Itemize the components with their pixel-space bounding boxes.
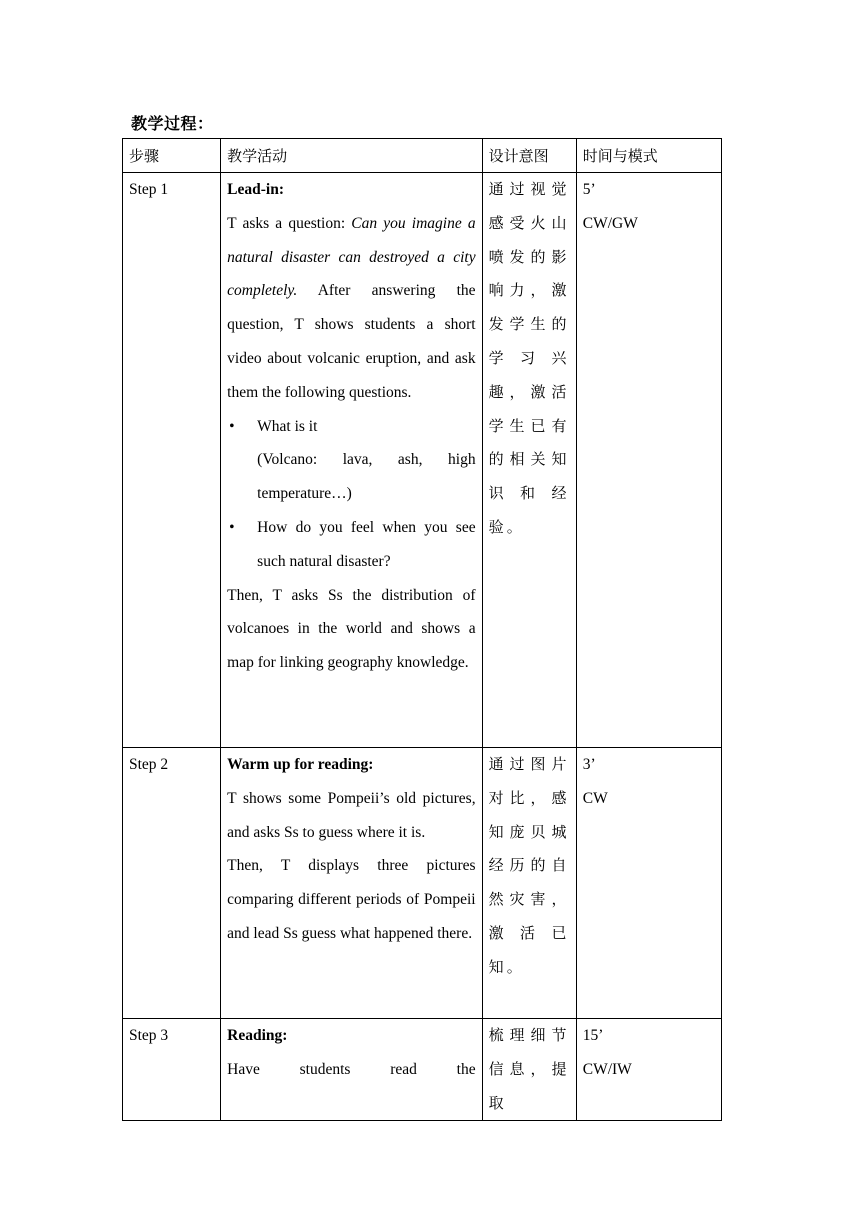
header-time-mode: 时间与模式: [576, 139, 721, 173]
time-value: 5’: [582, 181, 596, 198]
step-cell: [123, 748, 221, 1019]
activity-paragraph: T shows some Pompeii’s old pictures, and asks Ss to guess where it is.: [227, 789, 476, 841]
table-row: [123, 1019, 722, 1121]
intent-text: 通过视觉感受火山喷发的影响力，激发学生的学习兴趣，激活学生已有的相关知识和经验。: [488, 180, 570, 536]
step-cell: [123, 1019, 221, 1121]
table-row: [123, 173, 722, 748]
header-step: 步骤: [123, 139, 221, 173]
step-cell: [123, 173, 221, 748]
time-value: 3’: [582, 756, 596, 773]
bullet-text: What is it: [257, 417, 318, 435]
bullet-dot-icon: •: [229, 417, 235, 435]
activity-paragraph: Then, T displays three pictures comparing different periods of Pompeii and lead Ss guess what happened there.: [227, 857, 476, 942]
bullet-subtext: (Volcano: lava, ash, high temperature…): [257, 451, 476, 503]
step-label: Step 3: [129, 1027, 169, 1044]
activity-title: Warm up for reading:: [227, 756, 374, 773]
activity-title: Reading:: [227, 1027, 288, 1044]
intent-text: 梳理细节信息，提取: [488, 1026, 570, 1112]
intent-text: 通过图片对比，感知庞贝城经历的自然灾害，激活已知。: [488, 755, 570, 976]
activity-paragraph: Then, T asks Ss the distribution of volcanoes in the world and shows a map for linking geography knowledge.: [227, 586, 476, 672]
table-row: [123, 748, 722, 1019]
header-intent: 设计意图: [482, 139, 576, 173]
mode-value: CW/GW: [582, 214, 638, 232]
time-mode-cell: [576, 748, 721, 1019]
intent-cell: [482, 1019, 576, 1121]
teaching-process-table: [122, 138, 722, 1121]
time-value: 15’: [582, 1027, 604, 1044]
intent-cell: [482, 748, 576, 1019]
activity-text: After answering the question, T shows students a short video about volcanic eruption, and ask them the following questions.: [227, 282, 476, 401]
mode-value: CW/IW: [582, 1060, 632, 1078]
activity-text: T asks a question:: [227, 214, 352, 232]
mode-value: CW: [582, 789, 608, 807]
bullet-item: [227, 410, 475, 444]
section-heading: 教学过程：: [131, 114, 214, 133]
activity-cell: [221, 1019, 482, 1121]
activity-title: Lead-in:: [227, 181, 284, 198]
header-activity: 教学活动: [221, 139, 482, 173]
activity-cell: [221, 173, 482, 748]
activity-paragraph: Have students read the: [227, 1060, 476, 1078]
bullet-item: [227, 511, 475, 579]
table-header-row: [123, 139, 722, 173]
bullet-text: How do you feel when you see such natural disaster?: [257, 518, 476, 570]
activity-cell: [221, 748, 482, 1019]
activity-question-italic: Can you imagine a natural disaster can destroyed a city completely.: [227, 214, 476, 300]
bullet-dot-icon: •: [229, 518, 235, 536]
step-label: Step 1: [129, 181, 169, 198]
step-label: Step 2: [129, 756, 169, 773]
activity-paragraph: [227, 207, 475, 410]
time-mode-cell: [576, 1019, 721, 1121]
intent-cell: [482, 173, 576, 748]
time-mode-cell: [576, 173, 721, 748]
